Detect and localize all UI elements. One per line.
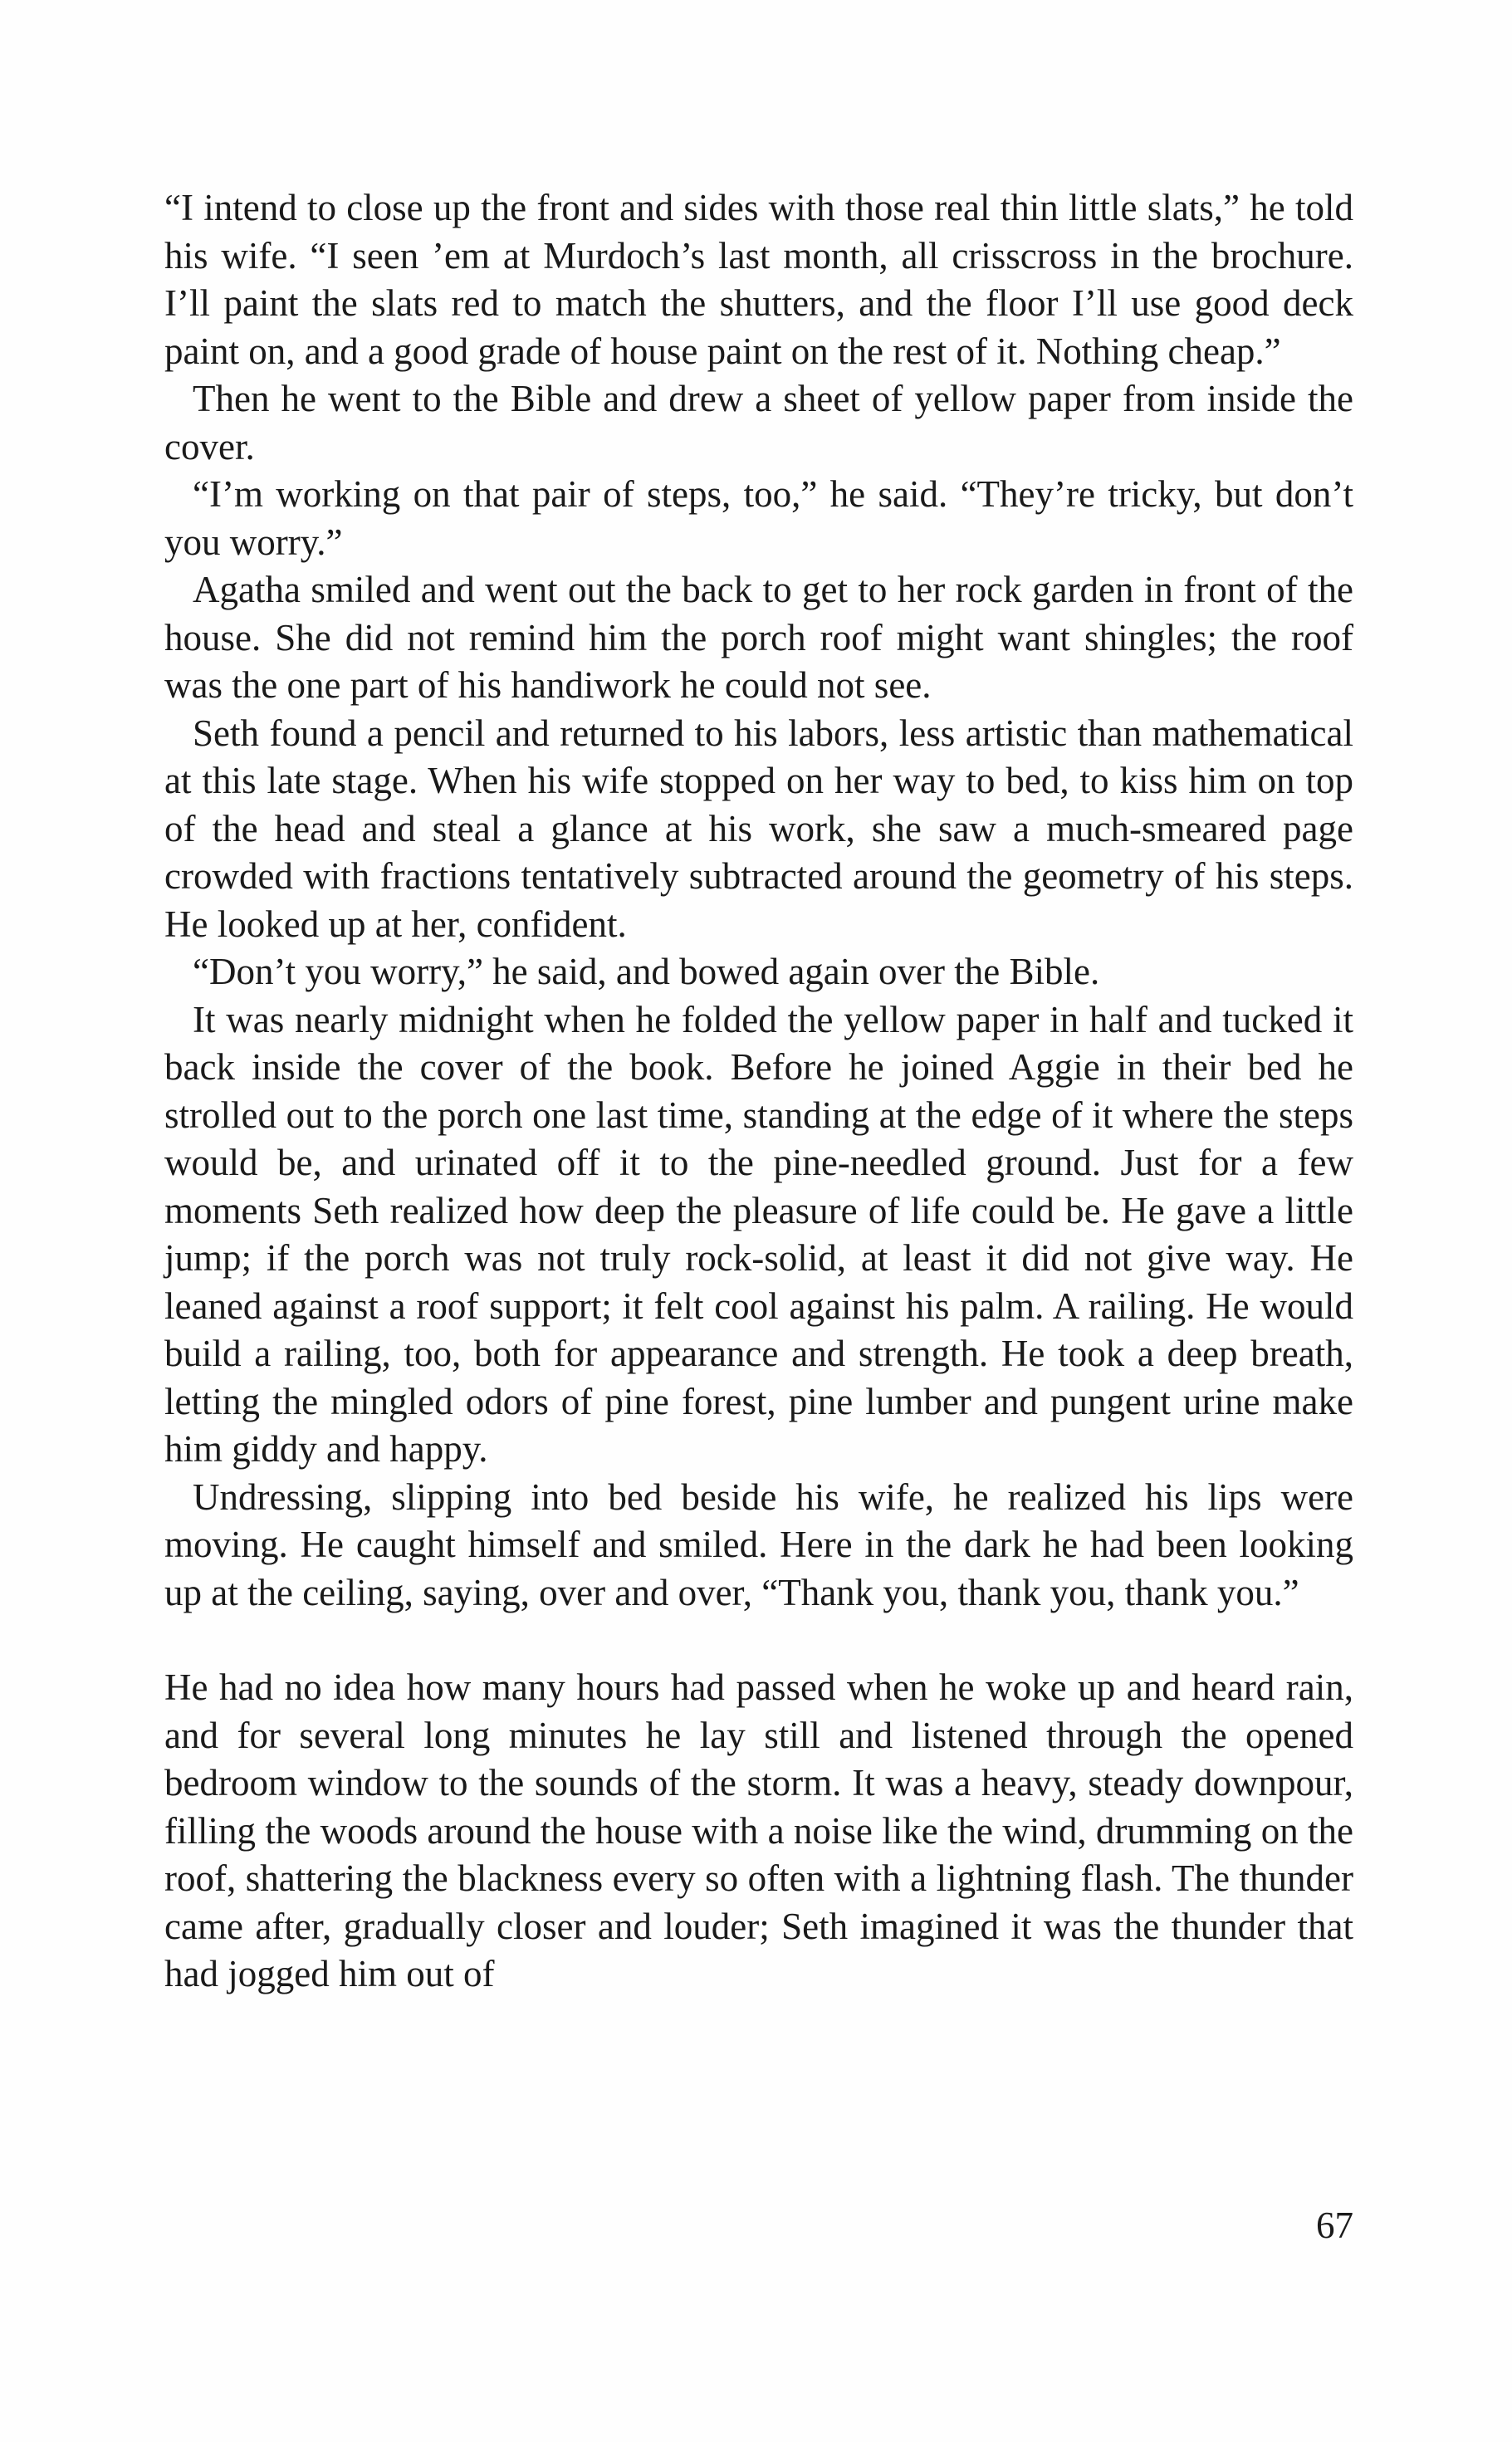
paragraph: “Don’t you worry,” he said, and bowed again over the Bible. <box>193 951 1100 992</box>
paragraph: Seth found a pencil and returned to his labors, less artistic than mathematical at this late stage. When his wife stopped on her way to bed, to kiss him on top of the head and steal a glance at his work, she saw a much-smeared page crowded with fractions tentatively subtracted around the geometry of his steps. He looked up at her, confident. <box>164 712 1353 945</box>
paragraph: Then he went to the Bible and drew a sheet of yellow paper from inside the cover. <box>164 378 1353 467</box>
paragraph: Undressing, slipping into bed beside his wife, he realized his lips were moving. He caught himself and smiled. Here in the dark he had been looking up at the ceiling, saying, over and over, “Thank you, thank you, thank you.” <box>164 1475 1353 1613</box>
body-text <box>164 184 1353 1999</box>
page-number: 67 <box>1316 2205 1353 2246</box>
paragraph-section-start: He had no idea how many hours had passed when he woke up and heard rain, and for several long minutes he lay still and listened through the opened bedroom window to the sounds of the storm. It was a heavy, steady downpour, filling the woods around the house with a noise like the wind, drumming on the roof, shattering the blackness every so often with a lightning flash. The thunder came after, gradually closer and louder; Seth imagined it was the thunder that had jogged him out of <box>164 1666 1353 1994</box>
paragraph: “I’m working on that pair of steps, too,” he said. “They’re tricky, but don’t you worry.” <box>164 473 1353 563</box>
paragraph: It was nearly midnight when he folded the yellow paper in half and tucked it back inside the cover of the book. Before he joined Aggie in their bed he strolled out to the porch one last time, standing at the edge of it where the steps would be, and urinated off it to the pine-needled ground. Just for a few moments Seth realized how deep the pleasure of life could be. He gave a little jump; if the porch was not truly rock-solid, at least it did not give way. He leaned against a roof support; it felt cool against his palm. A railing. He would build a railing, too, both for appearance and strength. He took a deep breath, letting the mingled odors of pine forest, pine lumber and pungent urine make him giddy and happy. <box>164 998 1353 1470</box>
paragraph: Agatha smiled and went out the back to get to her rock garden in front of the house. She did not remind him the porch roof might want shingles; the roof was the one part of his handiwork he could not see. <box>164 569 1353 706</box>
paragraph: “I intend to close up the front and sides with those real thin little slats,” he told his wife. “I seen ’em at Murdoch’s last month, all crisscross in the brochure. I’ll paint the slats red to match the shutters, and the floor I’ll use good deck paint on, and a good grade of house paint on the rest of it. Nothing cheap.” <box>164 187 1353 372</box>
